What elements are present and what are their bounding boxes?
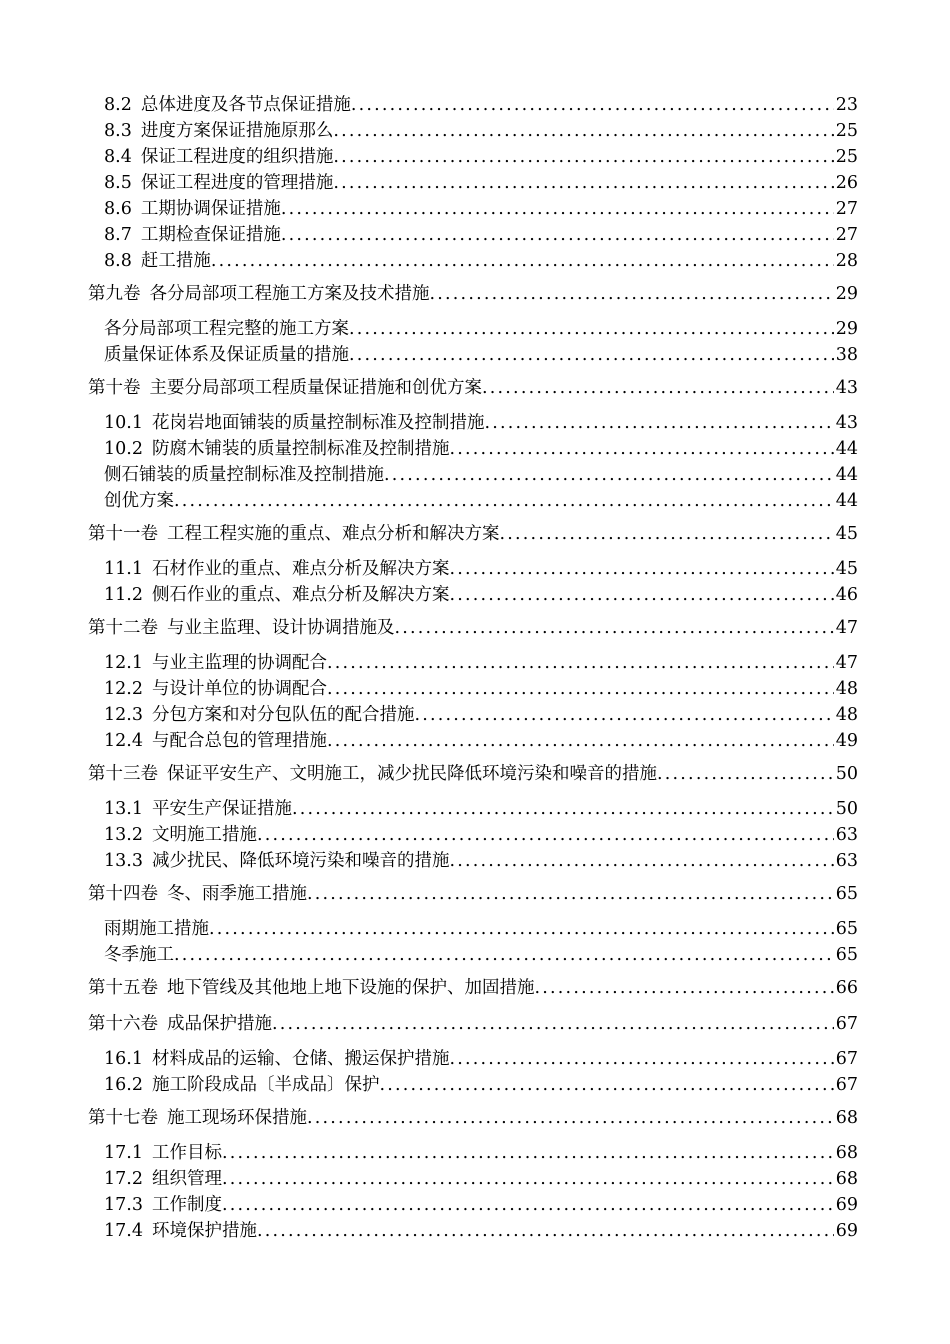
toc-entry-number: 16.2 — [104, 1075, 143, 1095]
toc-entry-title: 施工现场环保措施 — [167, 1108, 307, 1128]
toc-entry-number: 8.5 — [104, 173, 132, 193]
toc-entry-title: 保证工程进度的组织措施 — [140, 147, 334, 167]
toc-page-number: 65 — [835, 919, 858, 939]
toc-section-entry[interactable] — [104, 702, 858, 728]
toc-chapter-entry[interactable] — [88, 281, 858, 307]
toc-page-number: 44 — [835, 491, 858, 511]
toc-dot-leader — [281, 222, 834, 248]
toc-entry-title: 各分局部项工程施工方案及技术措施 — [149, 284, 430, 304]
toc-section-entry[interactable] — [104, 1046, 858, 1072]
toc-dot-leader — [174, 488, 834, 514]
toc-dot-leader — [349, 316, 834, 342]
toc-entry-title: 冬季施工 — [104, 945, 174, 965]
toc-entry-number: 第十二卷 — [88, 618, 158, 638]
toc-page-number: 68 — [835, 1169, 858, 1189]
toc-entry-title: 工期检查保证措施 — [140, 225, 281, 245]
toc-page-number: 69 — [835, 1221, 858, 1241]
toc-entry-number: 13.2 — [104, 825, 143, 845]
toc-dot-leader — [281, 196, 834, 222]
toc-dot-leader — [307, 881, 834, 907]
toc-page-number: 26 — [835, 173, 858, 193]
toc-chapter-entry[interactable] — [88, 761, 858, 787]
toc-section-entry[interactable] — [104, 196, 858, 222]
toc-page-number: 27 — [835, 225, 858, 245]
toc-entry-title: 文明施工措施 — [151, 825, 257, 845]
toc-section-entry[interactable] — [104, 248, 858, 274]
toc-dot-leader — [384, 462, 834, 488]
toc-entry-title: 石材作业的重点、难点分析及解决方案 — [151, 559, 450, 579]
toc-page-number: 67 — [835, 1075, 858, 1095]
toc-section-entry[interactable] — [104, 144, 858, 170]
toc-chapter-entry[interactable] — [88, 881, 858, 907]
toc-dot-leader — [327, 676, 834, 702]
toc-section-entry[interactable] — [104, 436, 858, 462]
toc-entry-title: 总体进度及各节点保证措施 — [140, 95, 351, 115]
toc-section-entry[interactable] — [104, 118, 858, 144]
toc-dot-leader — [333, 118, 833, 144]
toc-chapter-entry[interactable] — [88, 1105, 858, 1131]
toc-page-number: 63 — [835, 825, 858, 845]
toc-entry-number: 第十四卷 — [88, 884, 158, 904]
toc-page-number: 25 — [835, 121, 858, 141]
toc-page-number: 68 — [835, 1108, 858, 1128]
toc-dot-leader — [395, 615, 834, 641]
toc-page-number: 47 — [835, 618, 858, 638]
toc-dot-leader — [449, 848, 833, 874]
toc-page-number: 23 — [835, 95, 858, 115]
toc-dot-leader — [379, 1072, 833, 1098]
toc-page-number: 63 — [835, 851, 858, 871]
toc-page-number: 43 — [835, 378, 858, 398]
toc-chapter-entry[interactable] — [88, 975, 858, 1001]
toc-section-entry[interactable] — [104, 582, 858, 608]
toc-entry-title: 侧石作业的重点、难点分析及解决方案 — [151, 585, 450, 605]
toc-dot-leader — [484, 410, 833, 436]
toc-entry-number: 11.1 — [104, 559, 143, 579]
toc-chapter-entry[interactable] — [88, 615, 858, 641]
toc-section-entry[interactable] — [104, 1140, 858, 1166]
toc-section-entry[interactable] — [104, 410, 858, 436]
toc-entry-number: 8.8 — [104, 251, 132, 271]
toc-dot-leader — [449, 436, 833, 462]
toc-entry-number: 8.7 — [104, 225, 132, 245]
toc-dot-leader — [449, 582, 833, 608]
toc-entry-number: 12.1 — [104, 653, 143, 673]
toc-section-entry[interactable] — [104, 556, 858, 582]
toc-section-entry[interactable] — [104, 92, 858, 118]
toc-entry-title: 与配合总包的管理措施 — [151, 731, 327, 751]
toc-entry-number: 第十一卷 — [88, 524, 158, 544]
toc-entry-title: 环境保护措施 — [151, 1221, 257, 1241]
toc-page-number: 45 — [835, 524, 858, 544]
toc-entry-title: 冬、雨季施工措施 — [167, 884, 307, 904]
toc-dot-leader — [307, 1105, 834, 1131]
toc-entry-number: 10.1 — [104, 413, 143, 433]
toc-page-number: 44 — [835, 439, 858, 459]
toc-section-entry[interactable] — [104, 796, 858, 822]
toc-section-entry[interactable] — [104, 222, 858, 248]
toc-entry-title: 进度方案保证措施原那么 — [140, 121, 334, 141]
toc-section-entry[interactable] — [104, 650, 858, 676]
toc-entry-title: 创优方案 — [104, 491, 174, 511]
toc-dot-leader — [482, 375, 834, 401]
toc-page-number: 69 — [835, 1195, 858, 1215]
toc-section-entry[interactable] — [104, 916, 858, 942]
toc-entry-title: 与业主监理的协调配合 — [151, 653, 327, 673]
toc-page-number: 67 — [835, 1014, 858, 1034]
toc-dot-leader — [222, 1192, 834, 1218]
toc-entry-number: 12.3 — [104, 705, 143, 725]
toc-entry-number: 16.1 — [104, 1049, 143, 1069]
toc-section-entry[interactable] — [104, 728, 858, 754]
toc-page-number: 44 — [835, 465, 858, 485]
toc-page-number: 38 — [835, 345, 858, 365]
toc-dot-leader — [209, 916, 834, 942]
toc-entry-title: 主要分局部项工程质量保证措施和创优方案 — [149, 378, 482, 398]
toc-section-entry[interactable] — [104, 1072, 858, 1098]
toc-entry-number: 17.1 — [104, 1143, 143, 1163]
toc-page-number: 45 — [835, 559, 858, 579]
toc-page-number: 27 — [835, 199, 858, 219]
toc-entry-number: 8.6 — [104, 199, 132, 219]
toc-page-number: 46 — [835, 585, 858, 605]
toc-dot-leader — [327, 650, 834, 676]
toc-dot-leader — [222, 1166, 834, 1192]
toc-dot-leader — [327, 728, 834, 754]
toc-page-number: 65 — [835, 945, 858, 965]
toc-section-entry[interactable] — [104, 170, 858, 196]
toc-entry-title: 工程工程实施的重点、难点分析和解决方案 — [167, 524, 500, 544]
toc-entry-title: 组织管理 — [151, 1169, 222, 1189]
toc-entry-title: 与设计单位的协调配合 — [151, 679, 327, 699]
toc-page-number: 43 — [835, 413, 858, 433]
toc-dot-leader — [333, 170, 833, 196]
toc-entry-title: 平安生产保证措施 — [151, 799, 292, 819]
toc-dot-leader — [174, 942, 834, 968]
toc-entry-title: 花岗岩地面铺装的质量控制标准及控制措施 — [151, 413, 485, 433]
toc-dot-leader — [449, 1046, 833, 1072]
toc-page-number: 65 — [835, 884, 858, 904]
toc-section-entry[interactable] — [104, 848, 858, 874]
toc-page-number: 67 — [835, 1049, 858, 1069]
toc-chapter-entry[interactable] — [88, 1011, 858, 1037]
toc-page-number: 25 — [835, 147, 858, 167]
toc-dot-leader — [449, 556, 833, 582]
toc-entry-title: 侧石铺装的质量控制标准及控制措施 — [104, 465, 384, 485]
toc-entry-number: 17.2 — [104, 1169, 143, 1189]
toc-entry-number: 第九卷 — [88, 284, 141, 304]
toc-entry-number: 17.4 — [104, 1221, 143, 1241]
toc-entry-title: 雨期施工措施 — [104, 919, 209, 939]
toc-page-number: 50 — [835, 799, 858, 819]
toc-dot-leader — [500, 521, 834, 547]
toc-entry-number: 第十卷 — [88, 378, 141, 398]
toc-entry-number: 第十六卷 — [88, 1014, 158, 1034]
toc-page-number: 29 — [835, 284, 858, 304]
toc-entry-title: 保证平安生产、文明施工，减少扰民降低环境污染和噪音的措施 — [167, 764, 657, 784]
toc-dot-leader — [349, 342, 834, 368]
toc-entry-title: 保证工程进度的管理措施 — [140, 173, 334, 193]
toc-entry-title: 赶工措施 — [140, 251, 211, 271]
toc-section-entry[interactable] — [104, 1192, 858, 1218]
toc-dot-leader — [333, 144, 833, 170]
toc-dot-leader — [351, 92, 834, 118]
toc-entry-title: 成品保护措施 — [167, 1014, 272, 1034]
toc-section-entry[interactable] — [104, 676, 858, 702]
toc-entry-title: 工期协调保证措施 — [140, 199, 281, 219]
toc-dot-leader — [535, 975, 834, 1001]
toc-page-number: 66 — [835, 978, 858, 998]
toc-entry-title: 与业主监理、设计协调措施及 — [167, 618, 395, 638]
toc-dot-leader — [292, 796, 834, 822]
toc-section-entry[interactable] — [104, 1166, 858, 1192]
toc-dot-leader — [257, 822, 834, 848]
toc-entry-number: 12.2 — [104, 679, 143, 699]
toc-entry-number: 13.3 — [104, 851, 143, 871]
toc-entry-title: 质量保证体系及保证质量的措施 — [104, 345, 349, 365]
toc-dot-leader — [430, 281, 834, 307]
toc-entry-number: 第十三卷 — [88, 764, 158, 784]
toc-dot-leader — [257, 1218, 834, 1244]
toc-dot-leader — [272, 1011, 834, 1037]
toc-entry-title: 各分局部项工程完整的施工方案 — [104, 319, 349, 339]
toc-entry-number: 12.4 — [104, 731, 143, 751]
toc-entry-title: 工作目标 — [151, 1143, 222, 1163]
toc-entry-number: 8.4 — [104, 147, 132, 167]
toc-entry-number: 8.2 — [104, 95, 132, 115]
toc-dot-leader — [657, 761, 834, 787]
toc-entry-number: 10.2 — [104, 439, 143, 459]
toc-entry-title: 地下管线及其他地上地下设施的保护、加固措施 — [167, 978, 535, 998]
toc-chapter-entry[interactable] — [88, 375, 858, 401]
toc-dot-leader — [222, 1140, 834, 1166]
toc-entry-title: 工作制度 — [151, 1195, 222, 1215]
toc-page-number: 48 — [835, 679, 858, 699]
toc-entry-title: 施工阶段成品〔半成品〕保护 — [151, 1075, 380, 1095]
toc-section-entry[interactable] — [104, 462, 858, 488]
toc-page-number: 29 — [835, 319, 858, 339]
toc-chapter-entry[interactable] — [88, 521, 858, 547]
toc-section-entry[interactable] — [104, 1218, 858, 1244]
toc-entry-title: 减少扰民、降低环境污染和噪音的措施 — [151, 851, 450, 871]
toc-entry-number: 第十五卷 — [88, 978, 158, 998]
toc-entry-number: 13.1 — [104, 799, 143, 819]
toc-section-entry[interactable] — [104, 942, 858, 968]
toc-entry-number: 11.2 — [104, 585, 143, 605]
toc-page-number: 68 — [835, 1143, 858, 1163]
toc-entry-number: 第十七卷 — [88, 1108, 158, 1128]
toc-dot-leader — [414, 702, 833, 728]
toc-page-number: 28 — [835, 251, 858, 271]
toc-entry-title: 分包方案和对分包队伍的配合措施 — [151, 705, 415, 725]
toc-page-number: 48 — [835, 705, 858, 725]
toc-entry-number: 17.3 — [104, 1195, 143, 1215]
toc-entry-title: 防腐木铺装的质量控制标准及控制措施 — [151, 439, 450, 459]
toc-entry-number: 8.3 — [104, 121, 132, 141]
toc-page-number: 47 — [835, 653, 858, 673]
toc-page-number: 50 — [835, 764, 858, 784]
toc-dot-leader — [211, 248, 834, 274]
toc-section-entry[interactable] — [104, 316, 858, 342]
toc-page-number: 49 — [835, 731, 858, 751]
toc-section-entry[interactable] — [104, 488, 858, 514]
toc-section-entry[interactable] — [104, 342, 858, 368]
toc-entry-title: 材料成品的运输、仓储、搬运保护措施 — [151, 1049, 450, 1069]
toc-section-entry[interactable] — [104, 822, 858, 848]
